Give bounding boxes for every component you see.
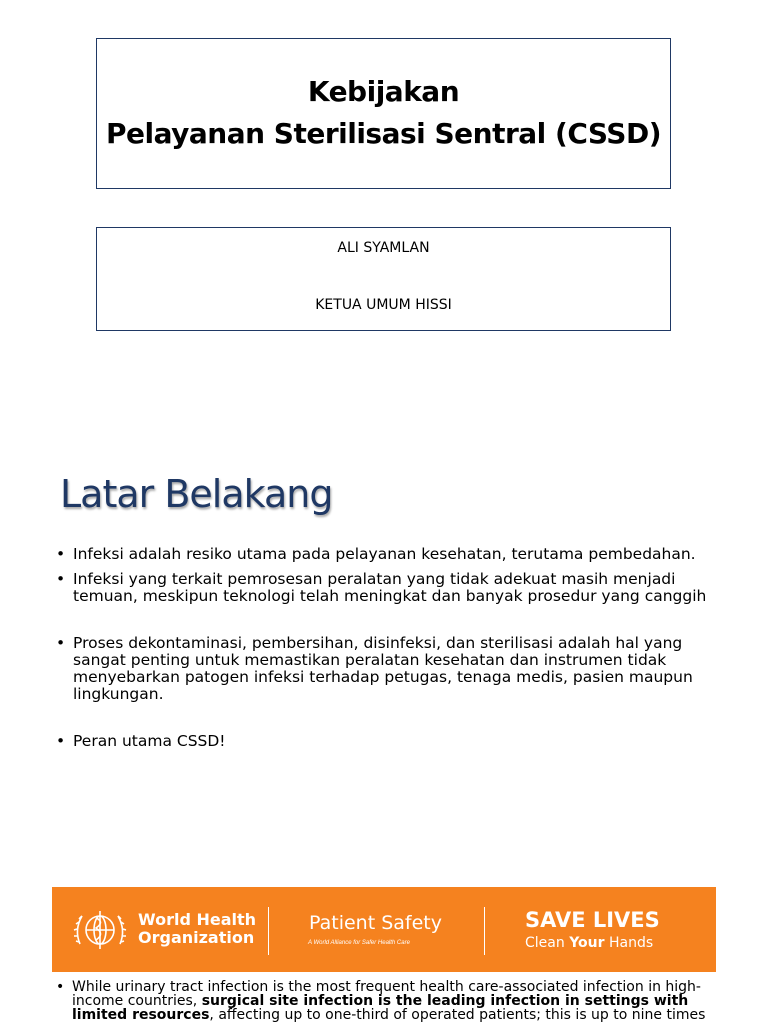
divider [268, 907, 269, 955]
patient-safety-title: Patient Safety [309, 912, 442, 934]
who-line-2: Organization [138, 928, 255, 947]
divider [484, 907, 485, 955]
save-lives-sub-pre: Clean [525, 935, 570, 951]
title-box [96, 38, 671, 189]
save-lives-subtitle [525, 935, 653, 951]
bullet-dot: • [56, 545, 66, 563]
author-role: KETUA UMUM HISSI [315, 297, 452, 313]
paragraph-text: While urinary tract infection is the most frequent health care-associated infection in high-income countries, [72, 979, 701, 1009]
paragraph [56, 980, 724, 1022]
save-lives-sub-bold: Your [569, 935, 605, 951]
who-emblem-icon [70, 906, 130, 954]
bullet-list [56, 546, 726, 750]
author-name: ALI SYAMLAN [337, 240, 430, 256]
bullet-text: Peran utama CSSD! [73, 732, 226, 750]
save-lives-title: SAVE LIVES [525, 908, 660, 932]
bullet-text: Infeksi adalah resiko utama pada pelayanan kesehatan, terutama pembedahan. [73, 545, 696, 563]
who-wordmark [138, 911, 256, 947]
list-item [56, 733, 726, 750]
who-banner [52, 887, 716, 972]
patient-safety-subtitle: A World Alliance for Safer Health Care [308, 940, 410, 946]
bullet-text: Proses dekontaminasi, pembersihan, disinfeksi, dan sterilisasi adalah hal yang sangat penting untuk memastikan peralatan kesehatan dan instrumen tidak menyebarkan patogen infeksi terhadap petugas, tenaga medis, pasien maupun lingkungan. [73, 634, 693, 703]
title-line-2: Pelayanan Sterilisasi Sentral (CSSD) [105, 117, 661, 150]
bullet-dot: • [56, 732, 66, 750]
section-heading: Latar Belakang [60, 472, 333, 516]
paragraph-bold-text: surgical site infection is the leading infection in settings with limited resources [72, 993, 689, 1023]
bullet-dot: • [56, 634, 66, 652]
subtitle-box [96, 227, 671, 331]
bullet-dot: • [56, 979, 65, 995]
list-item [56, 571, 726, 605]
list-item [56, 635, 726, 703]
list-item [56, 546, 726, 563]
title-line-1: Kebijakan [307, 75, 460, 108]
save-lives-sub-post: Hands [604, 935, 654, 951]
who-line-1: World Health [138, 910, 257, 929]
paragraph-text-end: , affecting up to one-third of operated patients; this is up to nine times [209, 1007, 706, 1023]
bullet-text: Infeksi yang terkait pemrosesan peralatan yang tidak adekuat masih menjadi temuan, meskipun teknologi telah meningkat dan banyak prosedur yang canggih [73, 570, 707, 605]
bullet-dot: • [56, 570, 66, 588]
